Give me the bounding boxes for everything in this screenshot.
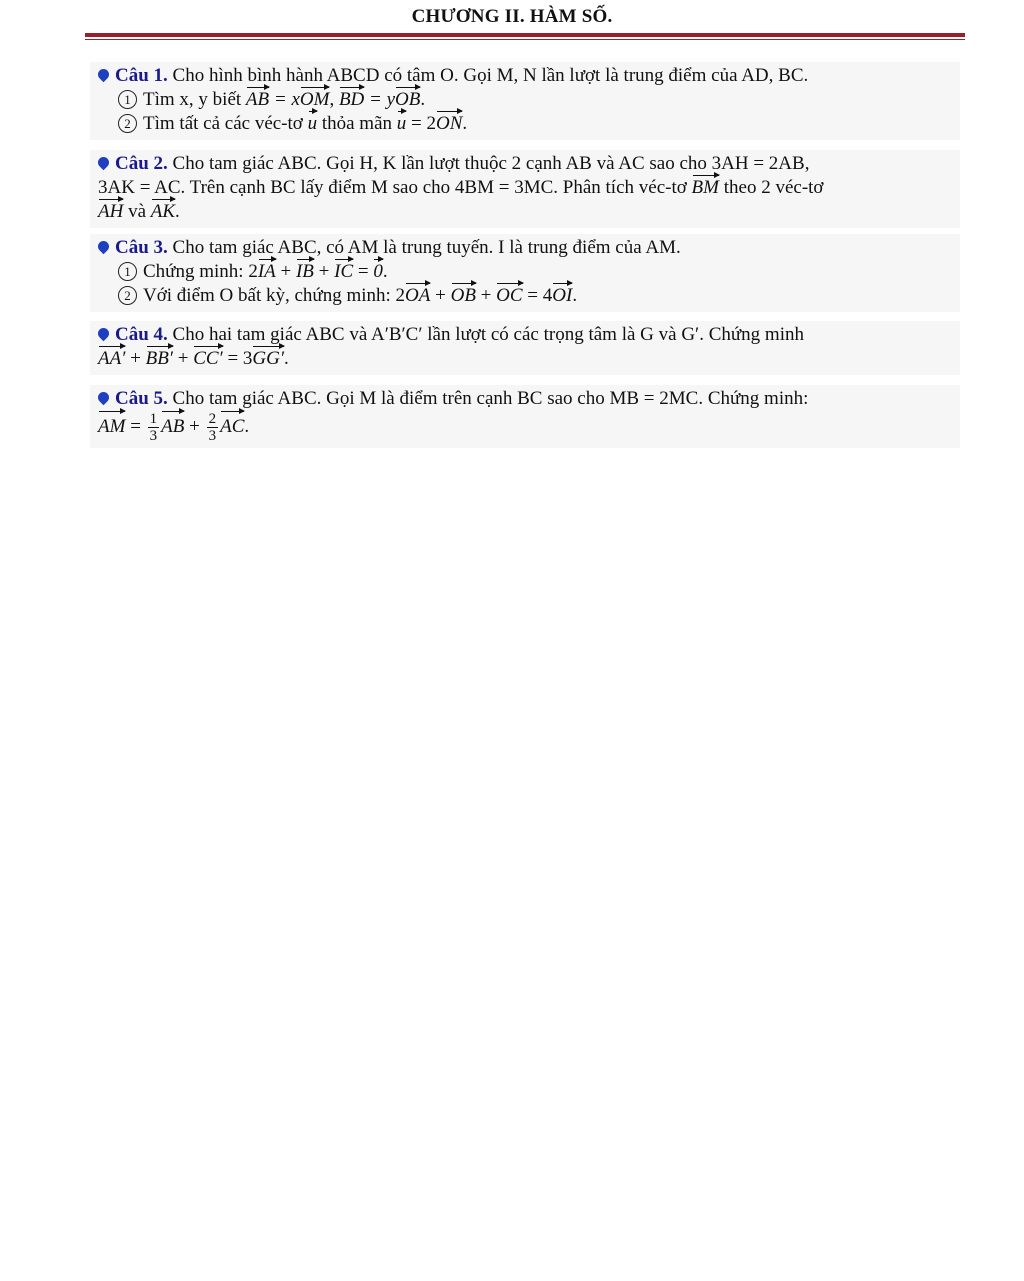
math-text: =: [353, 261, 374, 282]
vector-ah: AH: [98, 201, 124, 222]
header-rule-thin: [85, 39, 965, 40]
math-text: +: [125, 348, 146, 369]
question-4-formula: [98, 347, 952, 371]
pin-icon: [96, 155, 112, 171]
vector-ic: IC: [334, 261, 354, 282]
math-text: thỏa mãn: [317, 113, 397, 134]
question-5-label: Câu 5.: [115, 388, 168, 409]
question-1-part-1: [98, 88, 952, 112]
math-text: .: [420, 89, 426, 110]
question-5-statement: [98, 387, 952, 411]
question-2-text: Cho tam giác ABC. Gọi H, K lần lượt thuộc 2 cạnh AB và AC sao cho 3AH = 2AB,: [167, 153, 810, 174]
circled-number: 1: [118, 262, 137, 281]
vector-om: OM: [299, 89, 330, 110]
circled-number: 2: [118, 114, 137, 133]
question-3-part-1: [98, 260, 952, 284]
question-4-text: Cho hai tam giác ABC và A′B′C′ lần lượt có các trọng tâm là G và G′. Chứng minh: [167, 324, 804, 345]
question-3: [90, 234, 960, 312]
question-3-part-2: [98, 284, 952, 308]
question-4-label-wrap: [98, 324, 168, 345]
question-3-text: Cho tam giác ABC, có AM là trung tuyến. I là trung điểm của AM.: [167, 237, 681, 258]
question-2-label: Câu 2.: [115, 153, 168, 174]
math-text: = 4: [522, 285, 553, 306]
vector-u: u: [307, 113, 318, 134]
zero-vector: 0: [373, 261, 383, 282]
fraction-numerator: 2: [208, 411, 217, 427]
question-1-label: Câu 1.: [115, 65, 168, 86]
fraction-one-third: [148, 411, 160, 444]
vector-ob: OB: [450, 285, 476, 306]
math-text: +: [184, 415, 205, 437]
vector-u: u: [396, 113, 407, 134]
math-text: +: [313, 261, 335, 282]
question-3-statement: [98, 236, 952, 260]
circled-number: 1: [118, 90, 137, 109]
question-4: [90, 321, 960, 375]
math-text: .: [462, 113, 468, 134]
vector-ac: AC: [220, 412, 244, 442]
math-text: =: [125, 415, 146, 437]
pin-icon: [96, 67, 112, 83]
question-3-label-wrap: [98, 237, 168, 258]
vector-ib: IB: [295, 261, 314, 282]
math-text: .: [284, 348, 289, 369]
question-5-label-wrap: [98, 388, 168, 409]
question-2-line-1: [98, 152, 952, 176]
vector-ob: OB: [395, 89, 421, 110]
question-5-formula: [98, 411, 952, 444]
page-title: CHƯƠNG II. HÀM SỐ.: [411, 6, 613, 27]
vector-cc-prime: CC′: [193, 348, 223, 369]
vector-bd: BD: [338, 89, 365, 110]
math-text: = 2: [406, 113, 436, 134]
vector-oa: OA: [405, 285, 431, 306]
part-text: Tìm tất cả các véc-tơ: [143, 113, 308, 134]
math-text: 2: [248, 261, 258, 282]
vector-oc: OC: [496, 285, 523, 306]
question-2-line-3: [98, 200, 952, 224]
circled-number: 2: [118, 286, 137, 305]
question-2-label-wrap: [98, 153, 168, 174]
vector-gg-prime: GG′: [252, 348, 285, 369]
vector-bb-prime: BB′: [145, 348, 173, 369]
part-text: Chứng minh:: [143, 261, 249, 282]
math-text: = y: [364, 89, 396, 110]
fraction-two-thirds: [207, 411, 219, 444]
math-text: = 3: [222, 348, 253, 369]
vector-oi: OI: [552, 285, 573, 306]
math-text: 2: [395, 285, 406, 306]
math-text: ,: [329, 89, 339, 110]
question-1-statement: [98, 64, 952, 88]
math-text: .: [572, 285, 578, 306]
question-5: [90, 385, 960, 448]
fraction-numerator: 1: [149, 411, 158, 427]
question-2-text: theo 2 véc-tơ: [718, 177, 824, 198]
vector-bm: BM: [691, 177, 719, 198]
math-text: +: [275, 261, 296, 282]
question-4-statement: [98, 323, 952, 347]
math-text: = x: [269, 89, 300, 110]
question-2-line-2: [98, 176, 952, 200]
math-text: .: [382, 261, 388, 282]
part-text: Tìm x, y biết: [143, 89, 246, 110]
vector-on: ON: [436, 113, 463, 134]
fraction-denominator: 3: [149, 428, 158, 444]
question-2-text: 3AK = AC. Trên cạnh BC lấy điểm M sao cho 4BM = 3MC. Phân tích véc-tơ: [98, 177, 692, 198]
vector-ia: IA: [257, 261, 276, 282]
question-1-label-wrap: [98, 65, 168, 86]
pin-icon: [96, 239, 112, 255]
pin-icon: [96, 390, 112, 406]
pin-icon: [96, 326, 112, 342]
question-5-text: Cho tam giác ABC. Gọi M là điểm trên cạnh BC sao cho MB = 2MC. Chứng minh:: [167, 388, 809, 409]
vector-aa-prime: AA′: [98, 348, 126, 369]
fraction-denominator: 3: [208, 428, 217, 444]
question-1: [90, 62, 960, 140]
math-text: .: [244, 415, 250, 437]
question-2-text: và: [123, 201, 151, 222]
vector-ab: AB: [161, 412, 184, 442]
vector-am: AM: [98, 412, 125, 442]
math-text: +: [430, 285, 451, 306]
vector-ak: AK: [150, 201, 176, 222]
question-1-text: Cho hình bình hành ABCD có tâm O. Gọi M, N lần lượt là trung điểm của AD, BC.: [167, 65, 809, 86]
header-rule-thick: [85, 33, 965, 37]
question-2-text: .: [175, 201, 180, 222]
part-text: Với điểm O bất kỳ, chứng minh:: [143, 285, 396, 306]
vector-ab: AB: [245, 89, 270, 110]
question-4-label: Câu 4.: [115, 324, 168, 345]
question-2: [90, 150, 960, 228]
math-text: +: [475, 285, 497, 306]
math-text: +: [172, 348, 194, 369]
question-1-part-2: [98, 112, 952, 136]
question-3-label: Câu 3.: [115, 237, 168, 258]
